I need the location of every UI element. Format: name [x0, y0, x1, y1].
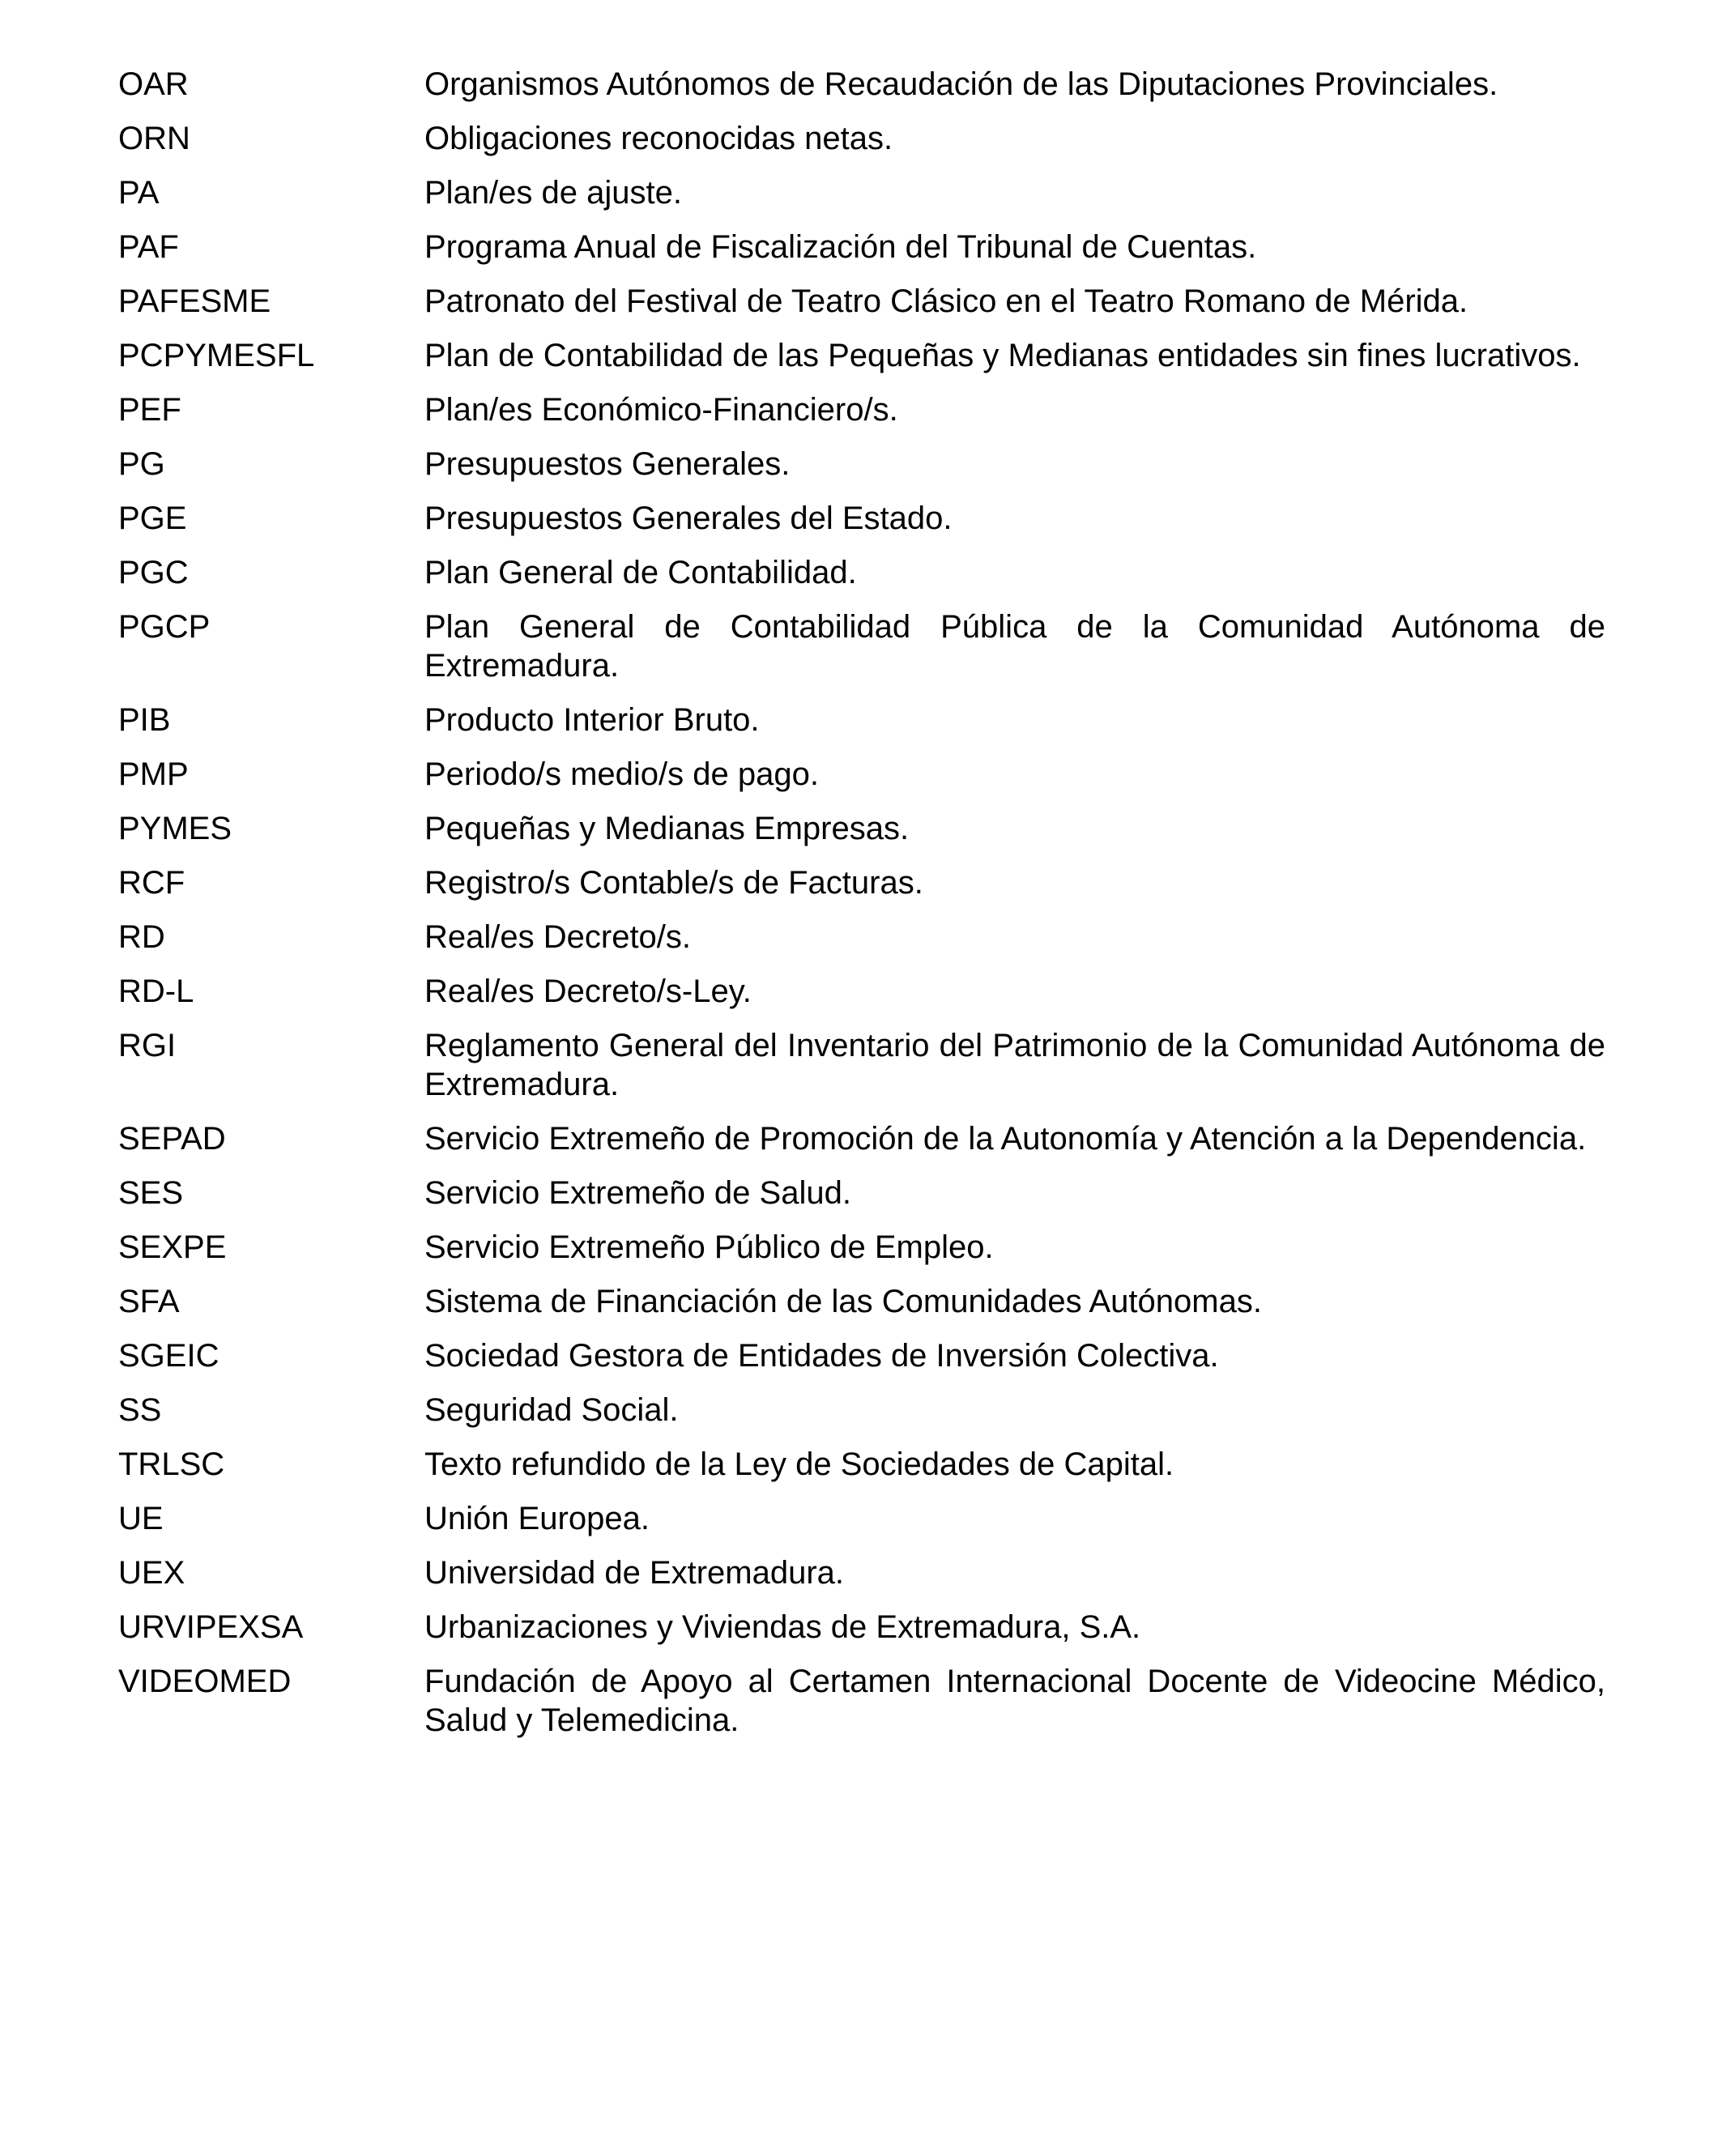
definition: Real/es Decreto/s-Ley. — [424, 974, 752, 1009]
glossary-page — [118, 65, 1605, 1755]
definition: Sociedad Gestora de Entidades de Inversión Colectiva. — [424, 1338, 1219, 1374]
abbreviation: PIB — [118, 702, 171, 738]
abbreviation: RD — [118, 919, 165, 955]
abbreviation: PA — [118, 175, 160, 211]
abbreviation: PAFESME — [118, 283, 271, 319]
glossary-row — [118, 228, 1605, 266]
definition: Unión Europea. — [424, 1501, 650, 1536]
abbreviation: PAF — [118, 229, 179, 265]
abbreviation: URVIPEXSA — [118, 1609, 304, 1645]
definition: Universidad de Extremadura. — [424, 1555, 845, 1591]
abbreviation: PGCP — [118, 609, 211, 645]
abbreviation: UE — [118, 1501, 164, 1536]
glossary-row — [118, 1499, 1605, 1538]
definition: Obligaciones reconocidas netas. — [424, 121, 893, 156]
glossary-row — [118, 607, 1605, 685]
abbreviation: RCF — [118, 865, 185, 901]
abbreviation: RGI — [118, 1028, 177, 1063]
glossary-row — [118, 336, 1605, 375]
definition: Organismos Autónomos de Recaudación de las Diputaciones Provinciales. — [424, 66, 1498, 102]
abbreviation: PYMES — [118, 811, 232, 846]
abbreviation: SGEIC — [118, 1338, 220, 1374]
abbreviation: PGC — [118, 555, 189, 590]
glossary-row — [118, 809, 1605, 848]
definition: Periodo/s medio/s de pago. — [424, 756, 819, 792]
abbreviation: SFA — [118, 1284, 180, 1319]
glossary-row — [118, 119, 1605, 158]
definition: Plan de Contabilidad de las Pequeñas y Medianas entidades sin fines lucrativos. — [424, 338, 1581, 373]
glossary-row — [118, 701, 1605, 739]
glossary-row — [118, 863, 1605, 902]
glossary-row — [118, 1174, 1605, 1212]
definition: Urbanizaciones y Viviendas de Extremadura, S.A. — [424, 1609, 1141, 1645]
glossary-row — [118, 918, 1605, 957]
definition: Servicio Extremeño Público de Empleo. — [424, 1229, 994, 1265]
definition: Servicio Extremeño de Salud. — [424, 1175, 851, 1211]
glossary-row — [118, 1445, 1605, 1484]
definition: Plan/es Económico-Financiero/s. — [424, 392, 898, 428]
definition: Presupuestos Generales. — [424, 446, 791, 482]
definition: Seguridad Social. — [424, 1392, 679, 1428]
abbreviation: VIDEOMED — [118, 1664, 292, 1699]
definition: Servicio Extremeño de Promoción de la Autonomía y Atención a la Dependencia. — [424, 1121, 1587, 1157]
definition: Patronato del Festival de Teatro Clásico en el Teatro Romano de Mérida. — [424, 283, 1468, 319]
glossary-row — [118, 1391, 1605, 1430]
abbreviation: PEF — [118, 392, 181, 428]
abbreviation: PGE — [118, 501, 187, 536]
abbreviation: TRLSC — [118, 1447, 225, 1482]
abbreviation: ORN — [118, 121, 190, 156]
glossary-row — [118, 1662, 1605, 1740]
definition: Sistema de Financiación de las Comunidades Autónomas. — [424, 1284, 1262, 1319]
definition: Plan/es de ajuste. — [424, 175, 682, 211]
definition: Reglamento General del Inventario del Patrimonio de la Comunidad Autónoma de Extremadura. — [424, 1028, 1605, 1102]
glossary-row — [118, 553, 1605, 592]
definition: Real/es Decreto/s. — [424, 919, 692, 955]
glossary-row — [118, 445, 1605, 484]
abbreviation: SS — [118, 1392, 162, 1428]
abbreviation: PG — [118, 446, 165, 482]
abbreviation: SES — [118, 1175, 184, 1211]
definition: Fundación de Apoyo al Certamen Internacional Docente de Videocine Médico, Salud y Telemedicina. — [424, 1664, 1605, 1738]
glossary-row — [118, 173, 1605, 212]
glossary-row — [118, 1336, 1605, 1375]
definition: Presupuestos Generales del Estado. — [424, 501, 953, 536]
abbreviation: PCPYMESFL — [118, 338, 315, 373]
glossary-row — [118, 755, 1605, 794]
glossary-row — [118, 1119, 1605, 1158]
definition: Registro/s Contable/s de Facturas. — [424, 865, 923, 901]
glossary-row — [118, 65, 1605, 104]
definition: Plan General de Contabilidad. — [424, 555, 857, 590]
definition: Plan General de Contabilidad Pública de la Comunidad Autónoma de Extremadura. — [424, 609, 1605, 684]
definition: Programa Anual de Fiscalización del Tribunal de Cuentas. — [424, 229, 1257, 265]
definition: Producto Interior Bruto. — [424, 702, 760, 738]
abbreviation: SEPAD — [118, 1121, 226, 1157]
glossary-row — [118, 1026, 1605, 1104]
abbreviation: SEXPE — [118, 1229, 227, 1265]
abbreviation: RD-L — [118, 974, 194, 1009]
definition: Pequeñas y Medianas Empresas. — [424, 811, 910, 846]
glossary-row — [118, 972, 1605, 1011]
glossary-row — [118, 1282, 1605, 1321]
glossary-row — [118, 390, 1605, 429]
abbreviation: PMP — [118, 756, 189, 792]
abbreviation: UEX — [118, 1555, 185, 1591]
glossary-row — [118, 1553, 1605, 1592]
glossary-row — [118, 1608, 1605, 1647]
glossary-row — [118, 282, 1605, 321]
glossary-row — [118, 1228, 1605, 1267]
definition: Texto refundido de la Ley de Sociedades de Capital. — [424, 1447, 1174, 1482]
abbreviation: OAR — [118, 66, 189, 102]
glossary-row — [118, 499, 1605, 538]
